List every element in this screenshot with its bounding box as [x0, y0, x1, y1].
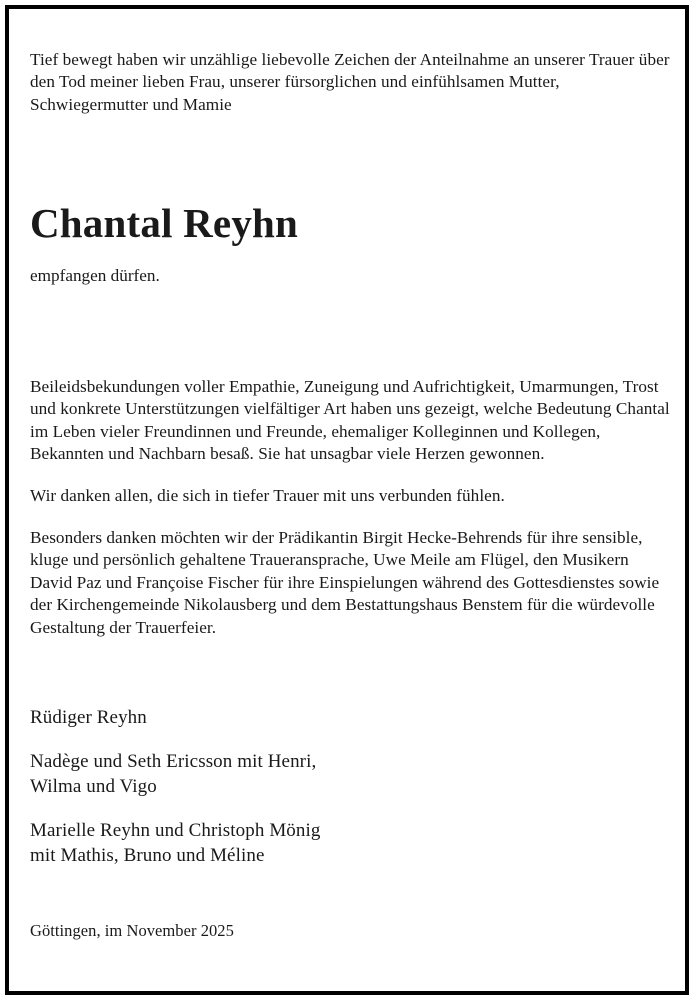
name-block [30, 200, 663, 287]
signature-block [30, 706, 663, 869]
body-paragraph-2: Wir danken allen, die sich in tiefer Trauer mit uns verbunden fühlen. [30, 486, 505, 505]
intro-paragraph: Tief bewegt haben wir unzählige liebevolle Zeichen der Anteilnahme an unserer Trauer über den Tod meiner lieben Frau, unserer fürsorglichen und einfühlsamen Mutter, Schwiegermutter und Mamie [30, 50, 670, 114]
body-paragraph-3: Besonders danken möchten wir der Prädikantin Birgit Hecke-Behrends für ihre sensible, kluge und persönlich gehaltene Traueransprache, Uwe Meile am Flügel, den Musikern David Paz und Françoise Fischer für ihre Einspielungen während des Gottesdienstes sowie der Kirchengemeinde Nikolausberg und dem Bestattungshaus Benstem für die würdevolle Gestaltung der Trauerfeier. [30, 527, 660, 637]
signature-line-2: Nadège und Seth Ericsson mit Henri, Wilma und Vigo [30, 751, 317, 797]
signature-line-3: Marielle Reyhn und Christoph Mönig mit Mathis, Bruno und Méline [30, 820, 321, 866]
obituary-frame [5, 5, 689, 995]
place-date: Göttingen, im November 2025 [30, 921, 234, 941]
obituary-content [9, 9, 685, 991]
signature-line-1: Rüdiger Reyhn [30, 706, 147, 728]
received-text: empfangen dürfen. [30, 266, 160, 286]
deceased-name: Chantal Reyhn [30, 200, 299, 247]
body-paragraph-1: Beileidsbekundungen voller Empathie, Zuneigung und Aufrichtigkeit, Umarmungen, Trost und konkrete Unterstützungen vielfältiger Art haben uns gezeigt, welche Bedeutung Chantal im Leben vieler Freundinnen und Freunde, ehemaliger Kolleginnen und Kollegen, Bekannten und Nachbarn besaß. Sie hat unsagbar viele Herzen gewonnen. [30, 376, 670, 464]
body-block [30, 376, 670, 640]
